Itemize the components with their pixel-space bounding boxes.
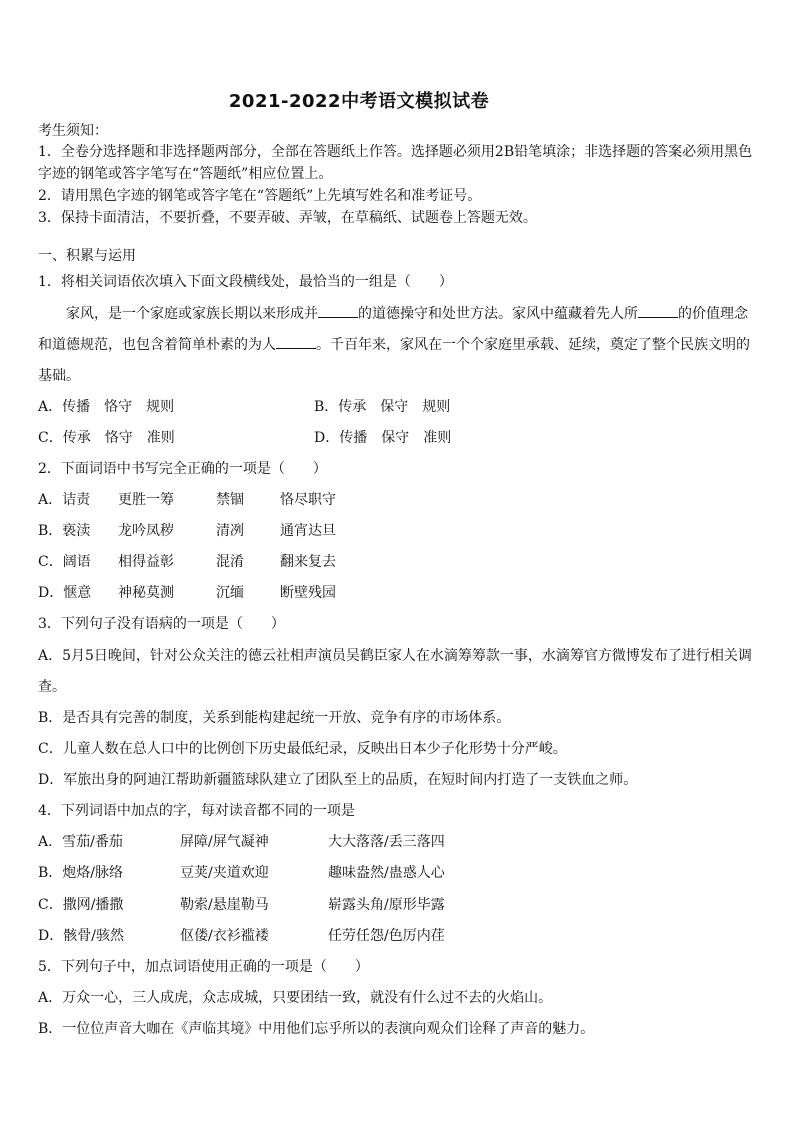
q1-stem: 1．将相关词语依次填入下面文段横线处，最恰当的一组是（ ） xyxy=(38,274,453,290)
q1-option-a[interactable]: A．传播 恪守 规则 xyxy=(38,399,175,415)
notice-item-1b: 字迹的钢笔或答字笔写在“答题纸”相应位置上。 xyxy=(38,166,333,182)
q4-stem: 4．下列词语中加点的字，每对读音都不同的一项是 xyxy=(38,803,355,819)
q1-passage-line-2: 和道德规范，也包含着简单朴素的为人 。千百年来，家风在一个个家庭里承载、延续，奠定了整个民族文明的 xyxy=(38,337,750,353)
notice-item-2: 2．请用黑色字迹的钢笔或答字笔在“答题纸”上先填写姓名和准考证号。 xyxy=(38,188,482,204)
blank-1 xyxy=(318,305,358,318)
q2-stem: 2．下面词语中书写完全正确的一项是（ ） xyxy=(38,461,327,477)
q3-stem: 3．下列句子没有语病的一项是（ ） xyxy=(38,616,285,632)
q1-passage-line-1: 家风，是一个家庭或家族长期以来形成并 的道德操守和处世方法。家风中蕴藏着先人所 的价值理念 xyxy=(66,306,748,322)
q5-stem: 5．下列句子中，加点词语使用正确的一项是（ ） xyxy=(38,959,369,975)
q5-option-b[interactable]: B．一位位声音大咖在《声临其境》中用他们忘乎所以的表演向观众们诠释了声音的魅力。 xyxy=(38,1021,595,1037)
q3-option-d[interactable]: D．军旅出身的阿迪江帮助新疆篮球队建立了团队至上的品质，在短时间内打造了一支铁血之师。 xyxy=(38,772,638,788)
q5-option-a[interactable]: A．万众一心，三人成虎，众志成城，只要团结一致，就没有什么过不去的火焰山。 xyxy=(38,990,553,1006)
q3-option-c[interactable]: C．儿童人数在总人口中的比例创下历史最低纪录，反映出日本少子化形势十分严峻。 xyxy=(38,741,567,757)
notice-item-1a: 1．全卷分选择题和非选择题两部分，全部在答题纸上作答。选择题必须用2B铅笔填涂；非选择题的答案必须用黑色 xyxy=(38,144,753,160)
exam-title: 2021-2022中考语文模拟试卷 xyxy=(228,91,490,112)
q1-option-b[interactable]: B．传承 保守 规则 xyxy=(314,399,451,415)
blank-2 xyxy=(638,305,678,318)
q3-option-b[interactable]: B．是否具有完善的制度，关系到能构建起统一开放、竞争有序的市场体系。 xyxy=(38,710,511,726)
q1-option-c[interactable]: C．传承 恪守 准则 xyxy=(38,430,175,446)
blank-3 xyxy=(276,336,316,349)
q1-option-d[interactable]: D．传播 保守 准则 xyxy=(314,430,452,446)
notice-heading: 考生须知： xyxy=(38,123,108,139)
q3-option-a-line-1[interactable]: A．5月5日晚间，针对公众关注的德云社相声演员吴鹤臣家人在水滴筹筹款一事，水滴筹官方微博发布了进行相关调 xyxy=(38,648,752,664)
section-heading: 一、积累与运用 xyxy=(38,248,136,264)
q3-option-a-line-2[interactable]: 查。 xyxy=(38,679,66,695)
q1-passage-line-3: 基础。 xyxy=(38,368,80,384)
notice-item-3: 3．保持卡面清洁，不要折叠，不要弄破、弄皱，在草稿纸、试题卷上答题无效。 xyxy=(38,210,537,226)
